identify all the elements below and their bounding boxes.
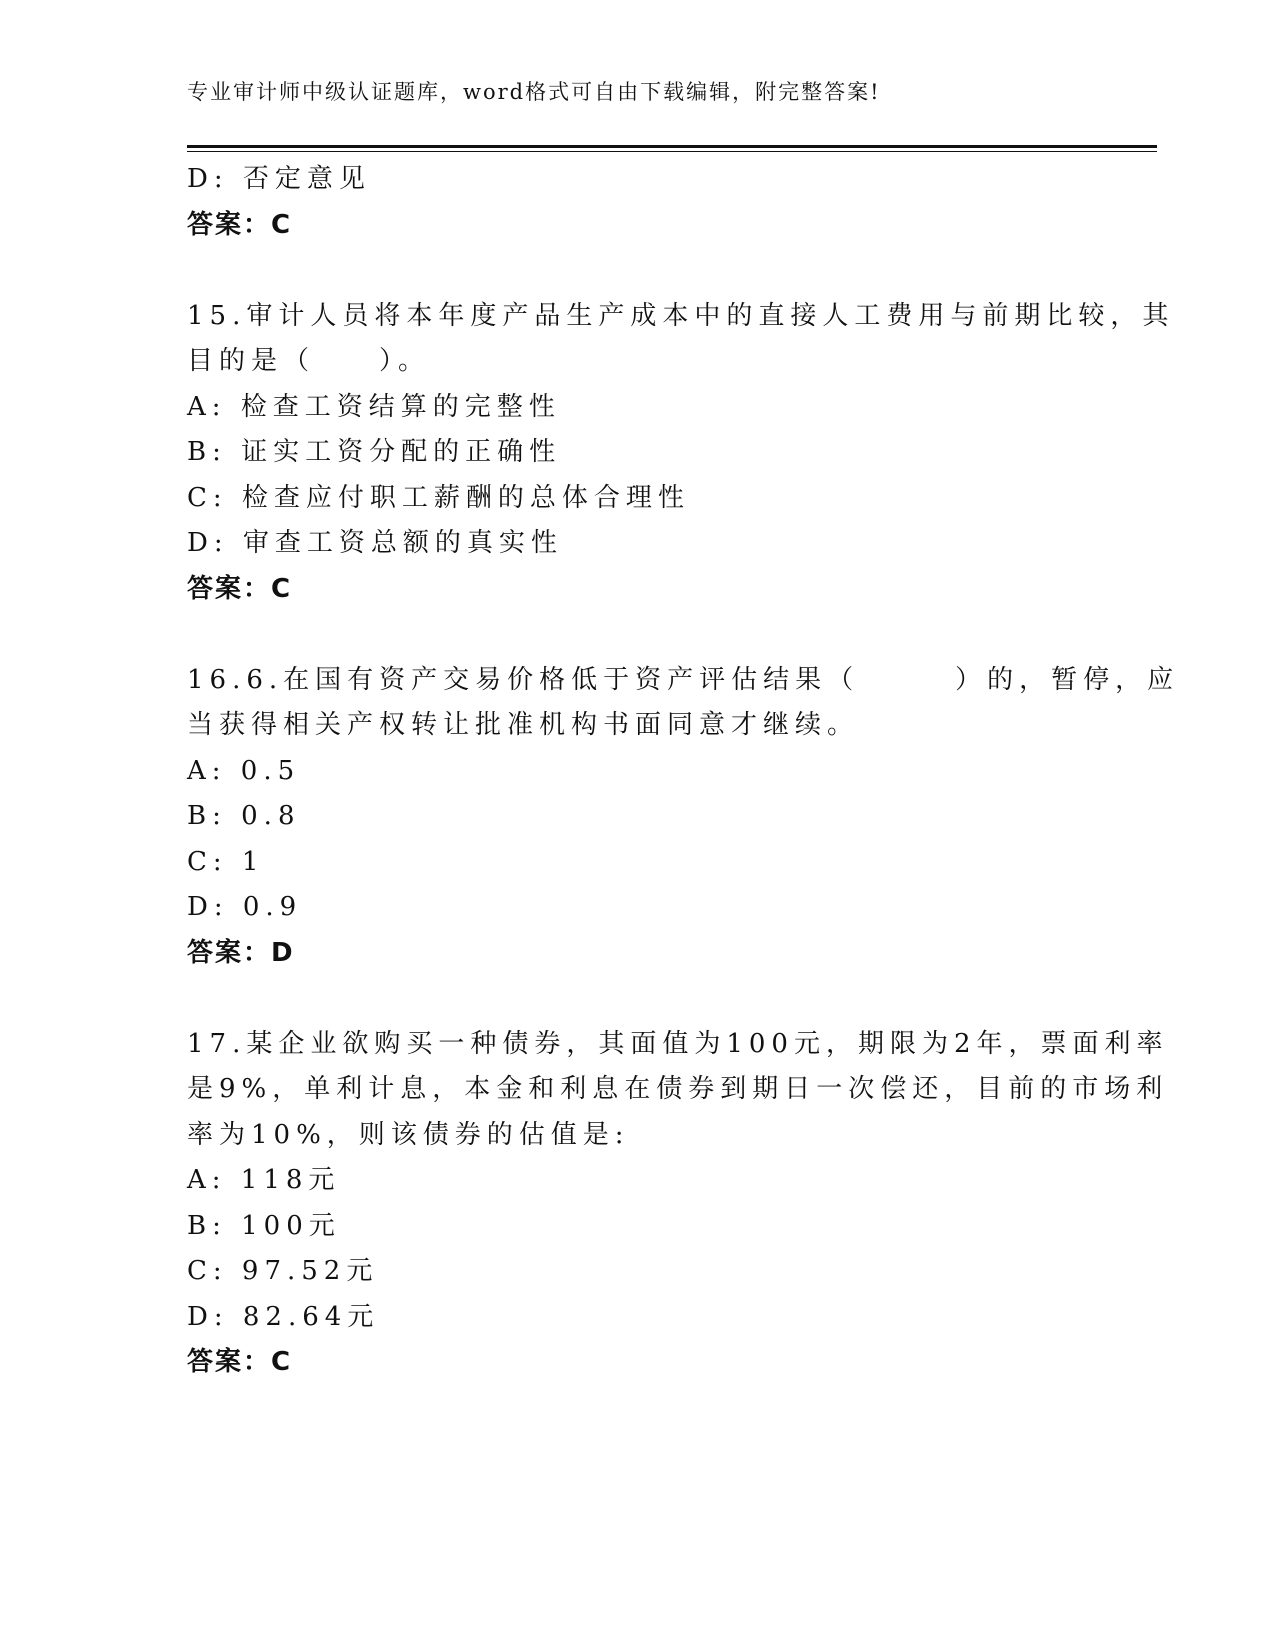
option-d: D: 否定意见 — [187, 164, 371, 194]
option-c: C: 97.52元 — [187, 1256, 379, 1286]
option-b: B: 100元 — [187, 1210, 341, 1241]
header-divider-thin — [187, 151, 1157, 152]
question-stem: 当获得相关产权转让批准机构书面同意才继续。 — [187, 710, 860, 740]
spacer — [187, 976, 1087, 1022]
question-stem: 16.6.在国有资产交易价格低于资产评估结果（ ）的，暂停，应 — [187, 664, 1180, 695]
option-c: C: 1 — [187, 846, 265, 877]
option-b: B: 0.8 — [187, 801, 301, 831]
question-stem: 率为10%，则该债券的估值是: — [187, 1119, 630, 1150]
spacer — [187, 612, 1087, 658]
option-a: A: 检查工资结算的完整性 — [187, 391, 561, 422]
question-stem: 目的是（ ）。 — [187, 346, 431, 376]
prev-question — [187, 157, 1087, 248]
answer: 答案：C — [187, 1347, 293, 1377]
answer: 答案：C — [187, 573, 293, 604]
question-content — [187, 157, 1180, 1386]
header-divider — [187, 145, 1157, 148]
option-a: A: 118元 — [187, 1165, 341, 1195]
question-17 — [187, 1022, 1169, 1386]
question-16 — [187, 658, 1180, 977]
page-header: 专业审计师中级认证题库，word格式可自由下载编辑，附完整答案! — [187, 80, 881, 104]
question-stem: 15.审计人员将本年度产品生产成本中的直接人工费用与前期比较，其 — [187, 300, 1175, 331]
option-d: D: 82.64元 — [187, 1301, 380, 1332]
spacer — [187, 248, 1087, 294]
question-stem: 17.某企业欲购买一种债券，其面值为100元，期限为2年，票面利率 — [187, 1028, 1169, 1059]
question-stem: 是9%，单利计息，本金和利息在债券到期日一次偿还，目前的市场利 — [187, 1074, 1169, 1104]
option-a: A: 0.5 — [187, 755, 301, 786]
question-15 — [187, 294, 1175, 613]
option-b: B: 证实工资分配的正确性 — [187, 437, 562, 467]
answer: 答案：D — [187, 937, 295, 968]
answer: 答案：C — [187, 209, 293, 240]
option-c: C: 检查应付职工薪酬的总体合理性 — [187, 482, 690, 513]
option-d: D: 0.9 — [187, 892, 303, 922]
option-d: D: 审查工资总额的真实性 — [187, 528, 563, 558]
